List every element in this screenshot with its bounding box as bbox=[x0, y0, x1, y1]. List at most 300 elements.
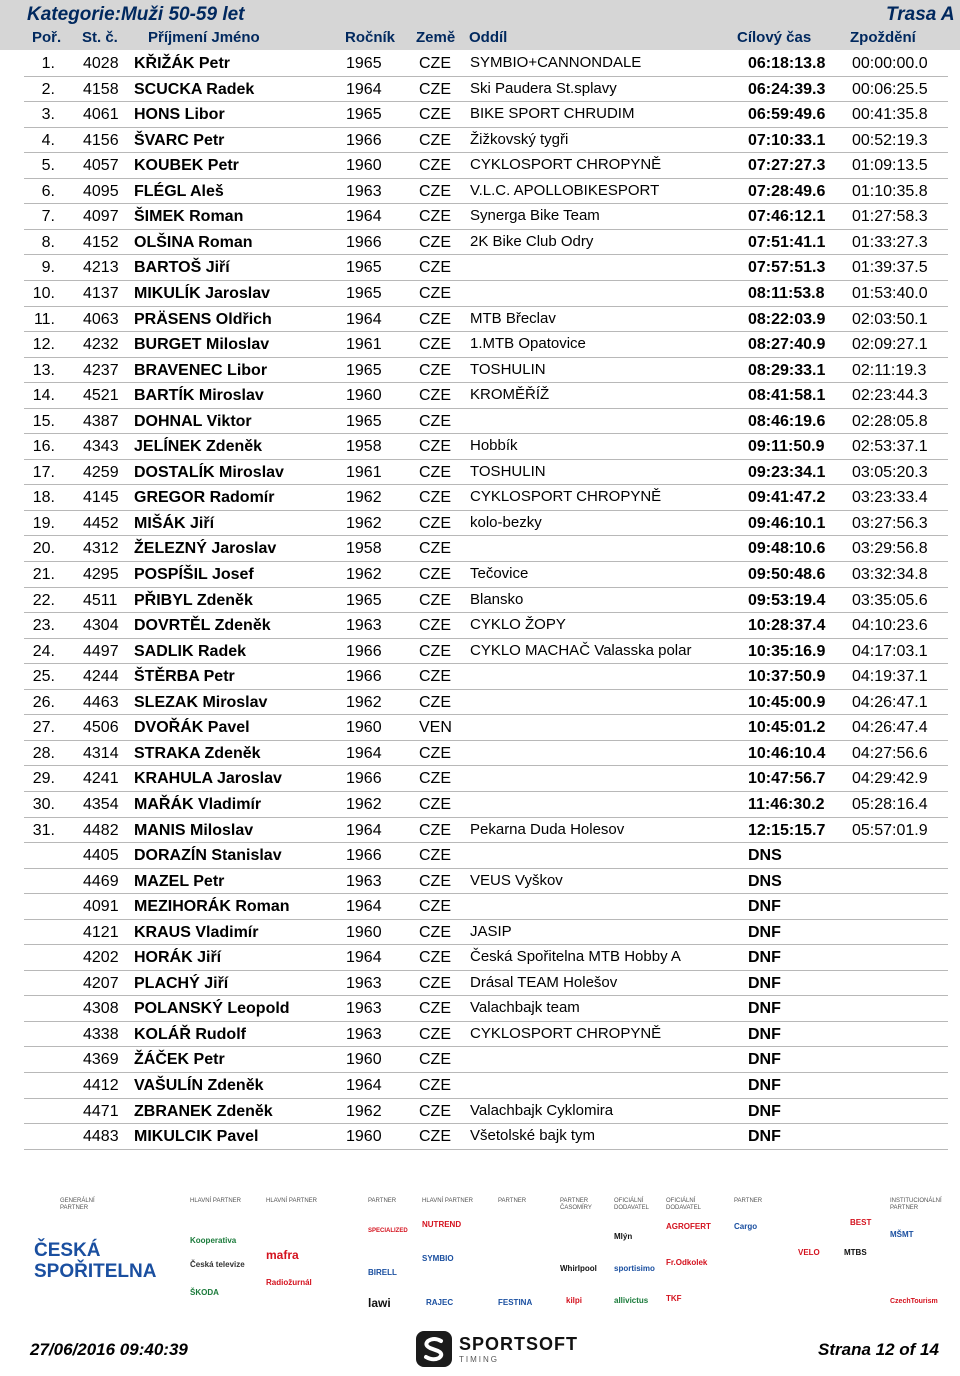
birth-year: 1964 bbox=[346, 949, 382, 967]
racer-name: PRÄSENS Oldřich bbox=[134, 310, 272, 328]
czechtourism-logo: CzechTourism bbox=[890, 1298, 938, 1305]
finish-time: 08:29:33.1 bbox=[748, 361, 826, 379]
sponsor-column bbox=[734, 1198, 872, 1316]
club: Blansko bbox=[470, 590, 524, 608]
finish-time: DNF bbox=[748, 898, 781, 916]
ceska-sporitelna-logo: ČESKÁ SPOŘITELNA bbox=[34, 1240, 157, 1282]
table-row bbox=[0, 358, 960, 383]
finish-time: 08:27:40.9 bbox=[748, 336, 826, 354]
col-header-por: Poř. bbox=[32, 29, 62, 46]
start-number: 4521 bbox=[83, 387, 119, 405]
start-number: 4097 bbox=[83, 208, 119, 226]
table-row bbox=[0, 894, 960, 919]
time-gap: 04:19:37.1 bbox=[852, 668, 928, 686]
start-number: 4091 bbox=[83, 898, 119, 916]
finish-time: 08:22:03.9 bbox=[748, 310, 826, 328]
row-position: 27. bbox=[32, 719, 55, 737]
finish-time: DNF bbox=[748, 1102, 781, 1120]
time-gap: 00:00:00.0 bbox=[852, 55, 928, 72]
racer-name: DVOŘÁK Pavel bbox=[134, 719, 250, 737]
finish-time: DNF bbox=[748, 1000, 781, 1018]
club: Žižkovský tygři bbox=[470, 130, 569, 148]
time-gap: 02:23:44.3 bbox=[852, 387, 928, 405]
sportisimo-logo: sportisimo bbox=[614, 1264, 655, 1273]
velo-logo: VELO bbox=[798, 1248, 820, 1257]
col-header-zpozdeni: Zpoždění bbox=[850, 29, 916, 46]
birth-year: 1965 bbox=[346, 361, 382, 379]
table-row bbox=[0, 613, 960, 638]
sponsor-column bbox=[190, 1198, 248, 1316]
start-number: 4158 bbox=[83, 80, 119, 98]
racer-name: PŘIBYL Zdeněk bbox=[134, 591, 253, 609]
symbio-logo: SYMBIO bbox=[422, 1254, 454, 1263]
time-gap: 01:09:13.5 bbox=[852, 157, 928, 175]
lawi-logo: lawi bbox=[368, 1296, 391, 1310]
finish-time: 07:57:51.3 bbox=[748, 259, 826, 277]
time-gap: 02:28:05.8 bbox=[852, 412, 928, 430]
tkf-logo: TKF bbox=[666, 1294, 682, 1303]
birell-logo: BIRELL bbox=[368, 1268, 397, 1277]
start-number: 4497 bbox=[83, 642, 119, 660]
ceska-televize-logo: Česká televize bbox=[190, 1260, 245, 1269]
finish-time: DNF bbox=[748, 1051, 781, 1069]
birth-year: 1960 bbox=[346, 719, 382, 737]
birth-year: 1961 bbox=[346, 463, 382, 481]
sponsor-column bbox=[560, 1198, 618, 1316]
skoda-logo: ŠKODA bbox=[190, 1288, 219, 1297]
club: kolo-bezky bbox=[470, 513, 542, 531]
finish-time: 09:48:10.6 bbox=[748, 540, 826, 558]
odkolek-logo: Fr.Odkolek bbox=[666, 1258, 708, 1267]
table-row bbox=[0, 741, 960, 766]
finish-time: DNF bbox=[748, 1077, 781, 1094]
finish-time: 10:35:16.9 bbox=[748, 642, 826, 660]
racer-name: KOUBEK Petr bbox=[134, 157, 239, 175]
table-row bbox=[0, 945, 960, 970]
finish-time: 09:23:34.1 bbox=[748, 463, 826, 481]
birth-year: 1963 bbox=[346, 1025, 382, 1043]
club: CYKLO MACHAČ Valasska polar bbox=[470, 641, 692, 659]
start-number: 4244 bbox=[83, 668, 119, 686]
time-gap: 04:29:42.9 bbox=[852, 770, 928, 788]
sportsoft-brand: SPORTSOFT bbox=[459, 1334, 579, 1354]
finish-time: 08:41:58.1 bbox=[748, 387, 826, 405]
col-header-st: St. č. bbox=[82, 29, 118, 46]
time-gap: 05:28:16.4 bbox=[852, 795, 928, 813]
country: CZE bbox=[419, 361, 451, 379]
start-number: 4121 bbox=[83, 923, 119, 941]
country: CZE bbox=[419, 795, 451, 813]
country: CZE bbox=[419, 668, 451, 686]
row-divider bbox=[24, 1149, 948, 1150]
birth-year: 1965 bbox=[346, 412, 382, 430]
birth-year: 1962 bbox=[346, 489, 382, 507]
time-gap: 01:33:27.3 bbox=[852, 233, 928, 251]
racer-name: BURGET Miloslav bbox=[134, 336, 270, 354]
table-row bbox=[0, 920, 960, 945]
club: V.L.C. APOLLOBIKESPORT bbox=[470, 181, 660, 199]
racer-name: KRAHULA Jaroslav bbox=[134, 770, 282, 788]
table-row bbox=[0, 307, 960, 332]
time-gap: 04:26:47.1 bbox=[852, 693, 928, 711]
row-position: 13. bbox=[32, 361, 55, 379]
time-gap: 04:17:03.1 bbox=[852, 642, 928, 660]
club: 1.MTB Opatovice bbox=[470, 335, 586, 353]
start-number: 4312 bbox=[83, 540, 119, 558]
sponsor-caption: PARTNER bbox=[498, 1198, 527, 1204]
country: CZE bbox=[419, 1051, 451, 1069]
finish-time: 10:37:50.9 bbox=[748, 668, 826, 686]
col-header-name: Příjmení Jméno bbox=[148, 29, 260, 46]
finish-time: 10:46:10.4 bbox=[748, 744, 826, 762]
row-position: 14. bbox=[32, 387, 55, 405]
row-position: 16. bbox=[32, 438, 55, 456]
start-number: 4304 bbox=[83, 617, 119, 635]
row-position: 29. bbox=[32, 770, 55, 788]
club: TOSHULIN bbox=[470, 360, 546, 378]
birth-year: 1960 bbox=[346, 923, 382, 941]
sponsor-caption: HLAVNÍ PARTNER bbox=[422, 1198, 474, 1204]
table-row bbox=[0, 102, 960, 127]
country: CZE bbox=[419, 847, 451, 865]
time-gap: 01:53:40.0 bbox=[852, 284, 928, 302]
start-number: 4469 bbox=[83, 872, 119, 890]
racer-name: ŠIMEK Roman bbox=[134, 208, 244, 226]
time-gap: 03:32:34.8 bbox=[852, 566, 928, 583]
racer-name: KOLÁŘ Rudolf bbox=[134, 1025, 246, 1043]
country: CZE bbox=[419, 821, 451, 839]
kooperativa-logo: Kooperativa bbox=[190, 1236, 237, 1245]
club: JASIP bbox=[470, 922, 512, 940]
mlyn-logo: Whirlpool bbox=[560, 1264, 597, 1273]
racer-name: FLÉGL Aleš bbox=[134, 182, 224, 200]
finish-time: 10:45:00.9 bbox=[748, 693, 826, 711]
route-title: Trasa A bbox=[886, 4, 955, 25]
club: Všetolské bajk tym bbox=[470, 1127, 596, 1145]
birth-year: 1965 bbox=[346, 259, 382, 277]
sponsor-caption: GENERÁLNÍ PARTNER bbox=[60, 1198, 95, 1211]
sportsoft-s-icon bbox=[415, 1330, 453, 1368]
finish-time: 10:28:37.4 bbox=[748, 617, 826, 635]
country: CZE bbox=[419, 1000, 451, 1018]
country: CZE bbox=[419, 770, 451, 788]
start-number: 4452 bbox=[83, 514, 119, 532]
birth-year: 1966 bbox=[346, 131, 382, 149]
row-position: 31. bbox=[32, 821, 55, 839]
row-position: 1. bbox=[41, 55, 55, 72]
table-row bbox=[0, 792, 960, 817]
start-number: 4028 bbox=[83, 55, 119, 72]
birth-year: 1962 bbox=[346, 514, 382, 532]
start-number: 4213 bbox=[83, 259, 119, 277]
sponsor-caption: OFICIÁLNÍ DODAVATEL bbox=[614, 1198, 650, 1211]
sponsor-column bbox=[368, 1198, 426, 1316]
row-position: 20. bbox=[32, 540, 55, 558]
country: CZE bbox=[419, 387, 451, 405]
mafra-logo: mafra bbox=[266, 1248, 299, 1262]
start-number: 4506 bbox=[83, 719, 119, 737]
table-row bbox=[0, 511, 960, 536]
table-row bbox=[0, 434, 960, 459]
table-row bbox=[0, 332, 960, 357]
row-position: 19. bbox=[32, 514, 55, 532]
start-number: 4354 bbox=[83, 795, 119, 813]
racer-name: MEZIHORÁK Roman bbox=[134, 898, 290, 916]
time-gap: 03:27:56.3 bbox=[852, 514, 928, 532]
finish-time: 09:11:50.9 bbox=[748, 438, 825, 456]
racer-name: POSPÍŠIL Josef bbox=[134, 566, 254, 583]
time-gap: 00:41:35.8 bbox=[852, 106, 928, 124]
row-position: 3. bbox=[41, 106, 55, 124]
birth-year: 1962 bbox=[346, 1102, 382, 1120]
sponsor-column bbox=[498, 1198, 556, 1316]
racer-name: MAŘÁK Vladimír bbox=[134, 795, 262, 813]
start-number: 4241 bbox=[83, 770, 119, 788]
start-number: 4314 bbox=[83, 744, 119, 762]
country: CZE bbox=[419, 1025, 451, 1043]
time-gap: 02:09:27.1 bbox=[852, 336, 928, 354]
page-number: Strana 12 of 14 bbox=[818, 1340, 939, 1359]
racer-name: ŽÁČEK Petr bbox=[134, 1051, 225, 1069]
club: CYKLOSPORT CHROPYNĚ bbox=[470, 488, 662, 506]
row-position: 7. bbox=[41, 208, 55, 226]
club: 2K Bike Club Odry bbox=[470, 232, 594, 250]
sportsoft-logo bbox=[415, 1330, 579, 1368]
row-position: 24. bbox=[32, 642, 55, 660]
club: Valachbajk team bbox=[470, 999, 580, 1017]
racer-name: HONS Libor bbox=[134, 106, 225, 124]
birth-year: 1964 bbox=[346, 898, 382, 916]
table-row bbox=[0, 1124, 960, 1149]
finish-time: DNS bbox=[748, 872, 782, 890]
mtbs-logo: MTBS bbox=[844, 1248, 867, 1257]
country: CZE bbox=[419, 208, 451, 226]
finish-time: DNF bbox=[748, 1128, 781, 1146]
start-number: 4369 bbox=[83, 1051, 119, 1069]
col-header-zeme: Země bbox=[416, 29, 456, 46]
birth-year: 1963 bbox=[346, 1000, 382, 1018]
birth-year: 1965 bbox=[346, 106, 382, 124]
row-position: 10. bbox=[32, 284, 55, 302]
row-position: 28. bbox=[32, 744, 55, 762]
sponsor-caption: HLAVNÍ PARTNER bbox=[266, 1198, 318, 1204]
row-position: 21. bbox=[32, 566, 55, 583]
birth-year: 1962 bbox=[346, 795, 382, 813]
start-number: 4095 bbox=[83, 182, 119, 200]
racer-name: SCUCKA Radek bbox=[134, 80, 255, 98]
row-position: 15. bbox=[32, 412, 55, 430]
country: CZE bbox=[419, 80, 451, 98]
racer-name: MIKULÍK Jaroslav bbox=[134, 284, 271, 302]
sponsor-caption: HLAVNÍ PARTNER bbox=[190, 1198, 242, 1204]
start-number: 4511 bbox=[83, 591, 118, 609]
row-position: 18. bbox=[32, 489, 55, 507]
table-row bbox=[0, 1073, 960, 1098]
country: CZE bbox=[419, 157, 451, 175]
finish-time: DNS bbox=[748, 847, 782, 865]
start-number: 4463 bbox=[83, 693, 119, 711]
table-row bbox=[0, 588, 960, 613]
finish-time: 09:46:10.1 bbox=[748, 514, 826, 532]
row-position: 17. bbox=[32, 463, 55, 481]
country: CZE bbox=[419, 949, 451, 967]
start-number: 4295 bbox=[83, 566, 119, 583]
racer-name: PLACHÝ Jiří bbox=[134, 974, 229, 992]
time-gap: 01:27:58.3 bbox=[852, 208, 928, 226]
time-gap: 02:11:19.3 bbox=[852, 361, 927, 379]
col-header-cil: Cílový čas bbox=[737, 29, 812, 46]
racer-name: JELÍNEK Zdeněk bbox=[134, 438, 263, 456]
club: Hobbík bbox=[470, 437, 518, 455]
racer-name: POLANSKÝ Leopold bbox=[134, 1000, 290, 1018]
racer-name: HORÁK Jiří bbox=[134, 949, 222, 967]
time-gap: 02:03:50.1 bbox=[852, 310, 928, 328]
racer-name: KŘIŽÁK Petr bbox=[134, 55, 231, 72]
table-row bbox=[0, 843, 960, 868]
row-position: 4. bbox=[41, 131, 55, 149]
racer-name: ŠVARC Petr bbox=[134, 131, 225, 149]
country: CZE bbox=[419, 591, 451, 609]
racer-name: MAZEL Petr bbox=[134, 872, 225, 890]
birth-year: 1958 bbox=[346, 438, 382, 456]
agrofert-logo: AGROFERT bbox=[666, 1222, 711, 1231]
time-gap: 01:39:37.5 bbox=[852, 259, 928, 277]
club: Valachbajk Cyklomira bbox=[470, 1101, 614, 1119]
row-position: 5. bbox=[41, 157, 55, 175]
country: CZE bbox=[419, 1077, 451, 1094]
start-number: 4471 bbox=[83, 1102, 119, 1120]
row-position: 23. bbox=[32, 617, 55, 635]
row-position: 9. bbox=[41, 259, 55, 277]
table-row bbox=[0, 818, 960, 843]
country: CZE bbox=[419, 182, 451, 200]
table-row bbox=[0, 485, 960, 510]
birth-year: 1960 bbox=[346, 157, 382, 175]
table-row bbox=[0, 460, 960, 485]
club: Tečovice bbox=[470, 565, 529, 582]
racer-name: SLEZAK Miroslav bbox=[134, 693, 268, 711]
table-row bbox=[0, 690, 960, 715]
time-gap: 02:53:37.1 bbox=[852, 438, 928, 456]
table-row bbox=[0, 281, 960, 306]
finish-time: 06:59:49.6 bbox=[748, 106, 826, 124]
club: Drásal TEAM Holešov bbox=[470, 973, 618, 991]
birth-year: 1966 bbox=[346, 770, 382, 788]
birth-year: 1965 bbox=[346, 55, 382, 72]
finish-time: DNF bbox=[748, 1025, 781, 1043]
finish-time: DNF bbox=[748, 923, 781, 941]
country: CZE bbox=[419, 106, 451, 124]
racer-name: ZBRANEK Zdeněk bbox=[134, 1102, 273, 1120]
racer-name: KRAUS Vladimír bbox=[134, 923, 259, 941]
sponsor-caption: PARTNER bbox=[368, 1198, 397, 1204]
finish-time: 10:45:01.2 bbox=[748, 719, 826, 737]
club: SYMBIO+CANNONDALE bbox=[470, 54, 642, 71]
country: CZE bbox=[419, 923, 451, 941]
finish-time: 07:27:27.3 bbox=[748, 157, 826, 175]
category-title: Kategorie:Muži 50-59 let bbox=[27, 4, 245, 25]
racer-name: GREGOR Radomír bbox=[134, 489, 275, 507]
sponsor-column bbox=[890, 1198, 948, 1316]
country: CZE bbox=[419, 284, 451, 302]
birth-year: 1966 bbox=[346, 668, 382, 686]
racer-name: BRAVENEC Libor bbox=[134, 361, 268, 379]
row-position: 2. bbox=[41, 80, 55, 98]
birth-year: 1964 bbox=[346, 821, 382, 839]
time-gap: 01:10:35.8 bbox=[852, 182, 928, 200]
club: TOSHULIN bbox=[470, 462, 546, 480]
finish-time: 06:24:39.3 bbox=[748, 80, 826, 98]
country: CZE bbox=[419, 55, 451, 72]
country: CZE bbox=[419, 642, 451, 660]
birth-year: 1963 bbox=[346, 974, 382, 992]
table-row bbox=[0, 639, 960, 664]
finish-time: DNF bbox=[748, 949, 781, 967]
club: Pekarna Duda Holesov bbox=[470, 820, 625, 838]
sponsor-column bbox=[422, 1198, 480, 1316]
start-number: 4152 bbox=[83, 233, 119, 251]
col-header-oddil: Oddíl bbox=[469, 29, 508, 46]
sponsor-column bbox=[266, 1198, 324, 1316]
start-number: 4156 bbox=[83, 131, 119, 149]
time-gap: 03:05:20.3 bbox=[852, 463, 928, 481]
table-row bbox=[0, 715, 960, 740]
club: Česká Spořitelna MTB Hobby A bbox=[470, 948, 681, 966]
row-position: 6. bbox=[41, 182, 55, 200]
row-position: 11. bbox=[33, 310, 55, 328]
birth-year: 1966 bbox=[346, 233, 382, 251]
time-gap: 03:29:56.8 bbox=[852, 540, 928, 558]
table-row bbox=[0, 766, 960, 791]
country: CZE bbox=[419, 131, 451, 149]
kilpi-logo: kilpi bbox=[566, 1296, 583, 1305]
club: Synerga Bike Team bbox=[470, 207, 600, 225]
time-gap: 00:52:19.3 bbox=[852, 131, 928, 149]
cargo-logo: Cargo bbox=[734, 1222, 758, 1231]
racer-name: OLŠINA Roman bbox=[134, 233, 253, 251]
table-row bbox=[0, 51, 960, 76]
finish-time: 11:46:30.2 bbox=[748, 795, 825, 813]
country: CZE bbox=[419, 1128, 451, 1146]
start-number: 4057 bbox=[83, 157, 119, 175]
start-number: 4202 bbox=[83, 949, 119, 967]
country: CZE bbox=[419, 1102, 451, 1120]
start-number: 4343 bbox=[83, 438, 119, 456]
time-gap: 03:23:33.4 bbox=[852, 489, 928, 507]
specialized-logo: SPECIALIZED bbox=[368, 1228, 408, 1234]
row-position: 12. bbox=[32, 336, 55, 354]
finish-time: 07:28:49.6 bbox=[748, 182, 826, 200]
festina-logo: FESTINA bbox=[498, 1298, 533, 1307]
finish-time: 12:15:15.7 bbox=[748, 821, 826, 839]
racer-name: MIKULCIK Pavel bbox=[134, 1128, 259, 1146]
racer-name: ŠTĚRBA Petr bbox=[134, 668, 235, 686]
country: CZE bbox=[419, 744, 451, 762]
country: CZE bbox=[419, 310, 451, 328]
country: VEN bbox=[419, 719, 452, 737]
birth-year: 1961 bbox=[346, 336, 382, 354]
time-gap: 04:27:56.6 bbox=[852, 744, 928, 762]
finish-time: DNF bbox=[748, 974, 781, 992]
club: KROMĚŘÍŽ bbox=[470, 386, 550, 404]
table-row bbox=[0, 869, 960, 894]
best-logo: BEST bbox=[850, 1218, 872, 1227]
racer-name: SADLIK Radek bbox=[134, 642, 247, 660]
table-row bbox=[0, 128, 960, 153]
start-number: 4405 bbox=[83, 847, 119, 865]
country: CZE bbox=[419, 566, 451, 583]
sponsor-column bbox=[666, 1198, 724, 1316]
